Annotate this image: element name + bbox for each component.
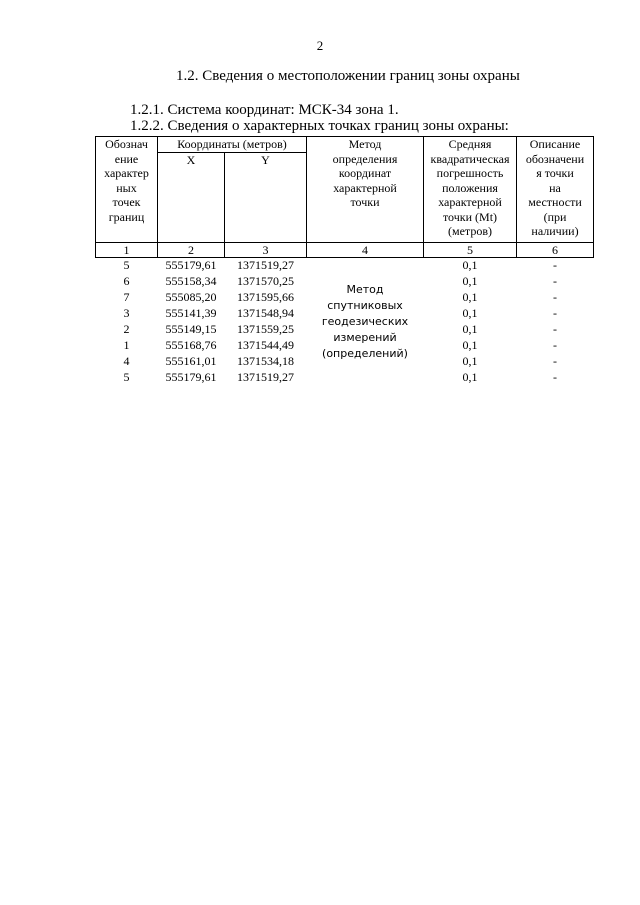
y-cell: 1371548,94 (237, 306, 294, 320)
column-number: 6 (517, 242, 594, 258)
error-cell: 0,1 (462, 290, 478, 304)
column-number: 2 (158, 242, 225, 258)
description-cell: - (553, 354, 557, 368)
method-cell: Метод спутниковых геодезических измерений (определений) (321, 283, 409, 360)
error-cell: 0,1 (462, 322, 478, 336)
error-cell: 0,1 (462, 354, 478, 368)
description-cell: - (553, 322, 557, 336)
column-number: 3 (225, 242, 307, 258)
description-cell: - (553, 258, 557, 272)
y-cell: 1371595,66 (237, 290, 294, 304)
x-cell: 555158,34 (165, 274, 217, 288)
boundary-points-table (95, 136, 594, 386)
x-cell: 555179,61 (165, 258, 217, 272)
table-row (96, 258, 594, 275)
x-cell: 555168,76 (165, 338, 217, 352)
point-cell: 4 (123, 354, 130, 368)
y-cell: 1371559,25 (237, 322, 294, 336)
y-cell: 1371519,27 (237, 370, 294, 384)
point-cell: 7 (123, 290, 130, 304)
error-cell: 0,1 (462, 258, 478, 272)
x-cell: 555179,61 (165, 370, 217, 384)
header-y: Y (225, 152, 307, 242)
points-title-line: 1.2.2. Сведения о характерных точках границ зоны охраны: (130, 118, 509, 134)
point-cell: 2 (123, 322, 130, 336)
y-cell: 1371519,27 (237, 258, 294, 272)
x-cell: 555085,20 (165, 290, 217, 304)
point-cell: 3 (123, 306, 130, 320)
section-title: 1.2. Сведения о местоположении границ зоны охраны (176, 68, 520, 84)
error-cell: 0,1 (462, 306, 478, 320)
description-cell: - (553, 274, 557, 288)
point-cell: 1 (123, 338, 130, 352)
x-cell: 555141,39 (165, 306, 217, 320)
header-x: X (158, 152, 225, 242)
header-point-designation: Обознач ение характер ных точек границ (96, 137, 158, 243)
column-number: 5 (424, 242, 517, 258)
x-cell: 555161,01 (165, 354, 217, 368)
header-description: Описание обозначени я точки на местности (при наличии) (517, 137, 594, 243)
error-cell: 0,1 (462, 370, 478, 384)
description-cell: - (553, 370, 557, 384)
point-cell: 6 (123, 274, 130, 288)
page-number: 2 (316, 38, 324, 53)
column-number: 1 (96, 242, 158, 258)
description-cell: - (553, 338, 557, 352)
header-method: Метод определения координат характерной точки (307, 137, 424, 243)
point-cell: 5 (123, 370, 130, 384)
description-cell: - (553, 306, 557, 320)
error-cell: 0,1 (462, 274, 478, 288)
y-cell: 1371534,18 (237, 354, 294, 368)
error-cell: 0,1 (462, 338, 478, 352)
y-cell: 1371570,25 (237, 274, 294, 288)
point-cell: 5 (123, 258, 130, 272)
description-cell: - (553, 290, 557, 304)
header-coordinates: Координаты (метров) (158, 137, 307, 153)
header-mean-square-error: Средняя квадратическая погрешность положения характерной точки (Mt) (метров) (424, 137, 517, 243)
y-cell: 1371544,49 (237, 338, 294, 352)
x-cell: 555149,15 (165, 322, 217, 336)
column-number: 4 (307, 242, 424, 258)
coordinate-system-line: 1.2.1. Система координат: МСК-34 зона 1. (130, 102, 399, 118)
